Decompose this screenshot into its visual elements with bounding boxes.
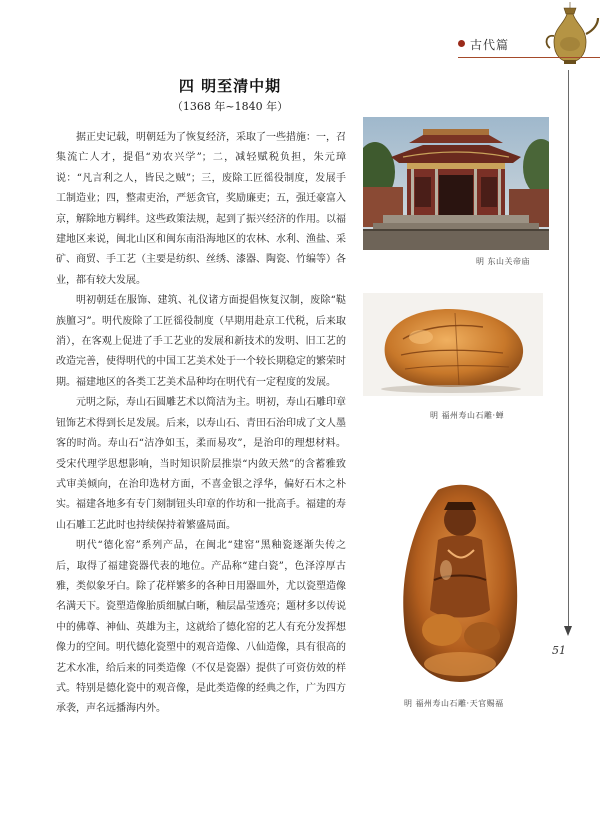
chapter-subtitle: （1368 年~1840 年） [171,100,289,113]
paragraph: 元明之际，寿山石圆雕艺术以简洁为主。明初，寿山石雕印章钮饰艺术得到长足发展。后来，以寿山石、青田石治印成了文人墨客的时尚。寿山石“洁净如玉，柔而易攻”，是治印的理想材料。受宋代理学思想影响，当时知识阶层推崇“内敛天然”的含蓄雅致式审美倾向，在治印选材方面，不喜金银之浮华，偏好石木之朴实。福建各地多有专门刻制钮头印章的作坊和一批高手。福建的寿山石雕工艺此时也持续保持着繁盛局面。 [56,397,346,531]
page-number: 51 [552,644,566,657]
figure-caption: 明 福州寿山石雕·天官赐福 [404,699,504,708]
header-rule [458,57,600,58]
chapter-title: 四 明至清中期 [178,77,282,95]
figure-caption: 明 福州寿山石雕·蝉 [430,411,505,420]
section-tag: 古代篇 [470,38,510,52]
temple-photo [363,117,549,250]
paragraph: 明代“德化窑”系列产品，在闽北“建窑”黑釉瓷逐渐失传之后，取得了福建瓷器代表的地位。产品称“建白瓷”，色泽淳厚古雅，类似象牙白。除了花样繁多的各种日用器皿外，尤以瓷塑造像名满天下。瓷塑造像胎质细腻白晰，釉层晶莹透亮；题材多以传说中的佛尊、神仙、英雄为主，这就给了德化窑的艺人有充分发挥想像力的空间。明代德化瓷塑中的观音造像、八仙造像，具有很高的艺术水准，给后来的同类造像（不仅是瓷器）提供了可资仿效的样式。特别是德化瓷中的观音像，是此类造像的经典之作，广为四方承袭，声名远播海内外。 [56,540,346,715]
margin-rule [568,70,569,630]
official-carving-photo [398,480,522,687]
section-marker-icon [458,40,465,47]
cicada-carving-photo [363,293,543,396]
article-body [56,128,346,720]
margin-arrow-icon [564,626,572,636]
figure-caption: 明 东山关帝庙 [476,257,531,266]
paragraph: 明初朝廷在服饰、建筑、礼仪诸方面提倡恢复汉制，废除“鞑族膻习”。明代废除了工匠徭役制度（早期用赴京工代税，后来取消），在客观上促进了手工艺业的发展和新技术的发明、旧工艺的改造完善，使得明代的中国工艺美术处于一个较长期稳定的繁荣时期。福建地区的各类工艺美术品种均在明代有一定程度的发展。 [56,295,346,388]
paragraph: 据正史记载，明朝廷为了恢复经济，采取了一些措施：一，召集流亡人才，提倡“劝农兴学”；二，减轻赋税负担，朱元璋说：“凡言利之人，皆民之贼”；三，废除工匠徭役制度，发展手工制造业；四，整肃吏治，严惩贪官，奖励廉吏；五，强迁豪富入京，解除地方羁绊。这些政策法规，起到了振兴经济的作用。以福建地区来说，闽北山区和闽东南沿海地区的农林、水利、渔盐、采矿、商贸、手工艺（主要是纺织、丝绣、漆器、陶瓷、竹编等）各业，都有较大发展。 [56,132,346,286]
